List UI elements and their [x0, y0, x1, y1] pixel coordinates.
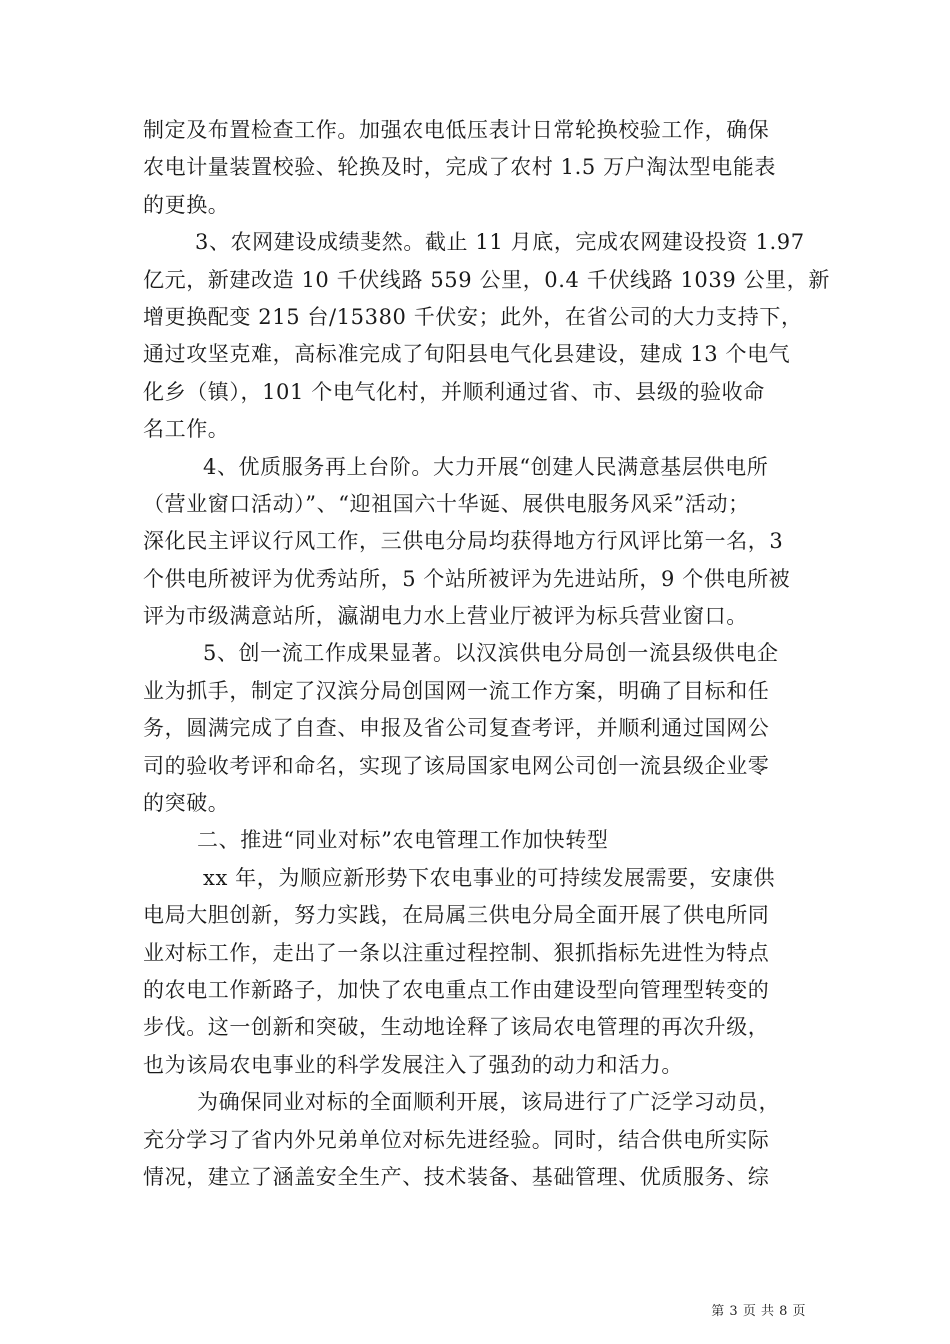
text-line: 务，圆满完成了自查、申报及省公司复查考评，并顺利通过国网公: [143, 716, 770, 741]
text-line: 的农电工作新路子，加快了农电重点工作由建设型向管理型转变的: [143, 977, 770, 1002]
text-line: 的突破。: [143, 791, 230, 816]
text-line: 为确保同业对标的全面顺利开展，该局进行了广泛学习动员，: [197, 1090, 781, 1115]
text-line: 司的验收考评和命名，实现了该局国家电网公司创一流县级企业零: [143, 753, 770, 778]
text-line: 4、优质服务再上台阶。大力开展“创建人民满意基层供电所: [203, 454, 769, 479]
section-heading: 二、推进“同业对标”农电管理工作加快转型: [197, 828, 609, 853]
text-line: 5、创一流工作成果显著。以汉滨供电分局创一流县级供电企: [203, 641, 779, 666]
text-line: 业为抓手，制定了汉滨分局创国网一流工作方案，明确了目标和任: [143, 678, 770, 703]
text-line: 评为市级满意站所，瀛湖电力水上营业厅被评为标兵营业窗口。: [143, 604, 748, 629]
text-line: 电局大胆创新，努力实践，在局属三供电分局全面开展了供电所同: [143, 903, 770, 928]
text-line: 制定及布置检查工作。加强农电低压表计日常轮换校验工作，确保: [143, 118, 770, 142]
text-line: 的更换。: [143, 192, 230, 217]
document-body: [143, 112, 830, 1196]
text-line: 充分学习了省内外兄弟单位对标先进经验。同时，结合供电所实际: [143, 1127, 770, 1152]
text-line: 深化民主评议行风工作，三供电分局均获得地方行风评比第一名，3: [143, 529, 784, 554]
text-line: 亿元，新建改造 10 千伏线路 559 公里，0.4 千伏线路 1039 公里，新: [143, 267, 830, 292]
text-line: 步伐。这一创新和突破，生动地诠释了该局农电管理的再次升级，: [143, 1015, 770, 1040]
text-line: 业对标工作，走出了一条以注重过程控制、狠抓指标先进性为特点: [143, 940, 770, 965]
text-line: 化乡（镇），101 个电气化村，并顺利通过省、市、县级的验收命: [143, 379, 765, 404]
text-line: xx 年，为顺应新形势下农电事业的可持续发展需要，安康供: [203, 865, 776, 890]
text-line: 个供电所被评为优秀站所，5 个站所被评为先进站所，9 个供电所被: [143, 566, 791, 591]
text-line: 也为该局农电事业的科学发展注入了强劲的动力和活力。: [143, 1052, 683, 1077]
text-line: 名工作。: [143, 417, 230, 442]
text-line: 3、农网建设成绩斐然。截止 11 月底，完成农网建设投资 1.97: [195, 230, 805, 255]
text-line: （营业窗口活动）”、“迎祖国六十华诞、展供电服务风采”活动；: [143, 491, 750, 516]
text-line: 情况，建立了涵盖安全生产、技术装备、基础管理、优质服务、综: [143, 1164, 770, 1189]
text-line: 农电计量装置校验、轮换及时，完成了农村 1.5 万户淘汰型电能表: [143, 155, 776, 180]
text-line: 通过攻坚克难，高标准完成了旬阳县电气化县建设，建成 13 个电气: [143, 342, 791, 367]
text-line: 增更换配变 215 台/15380 千伏安；此外，在省公司的大力支持下，: [143, 304, 803, 329]
page-number: 第 3 页 共 8 页: [711, 1304, 806, 1319]
